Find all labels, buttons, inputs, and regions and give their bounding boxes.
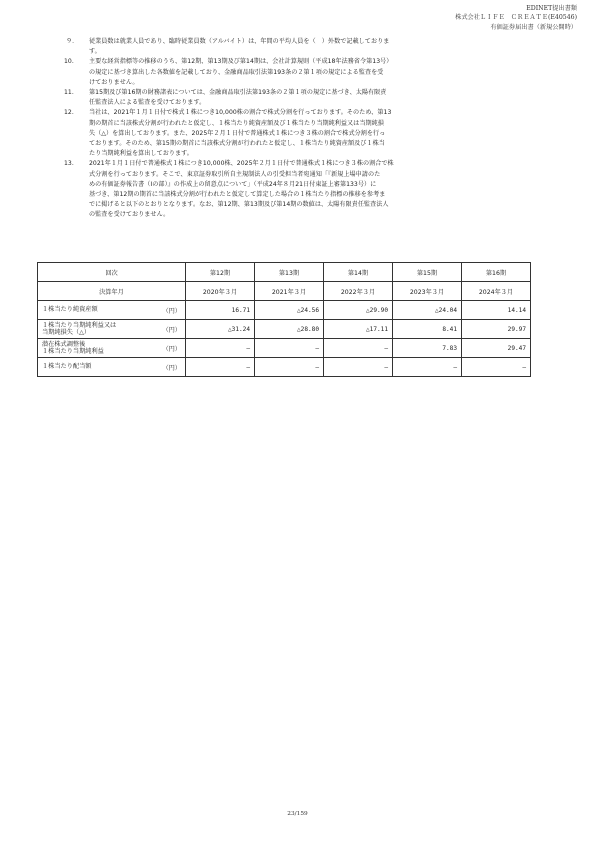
value-cell: 29.47 [462,339,531,358]
note-number: 11. [64,89,74,97]
note-line: 当社は、2021年１月１日付で株式１株につき10,000株の割合で株式分割を行っております。そのため、第13 [89,109,392,117]
date-cell: 2023年３月 [393,282,462,301]
value-cell: △24.56 [255,301,324,320]
note-line: 失（△）を算出しております。また、2025年２月１日付で普通株式１株につき３株の割合で株式分割を行っ [89,129,386,137]
note-line: 期の期首に当該株式分割が行われたと仮定し、１株当たり純資産額及び１株当たり当期純利益又は当期純損 [89,119,384,127]
header-filing-type: EDINET提出書類 [526,5,577,12]
note-13 [64,159,534,220]
table-date-row [38,282,531,301]
row-label: １株当たり当期純利益又は 当期純損失（△） [38,320,157,339]
header-document-type: 有価証券届出書（新規公開時） [490,24,577,31]
period-cell: 第15期 [393,263,462,282]
row-unit: （円） [157,358,186,377]
row-unit: （円） [157,301,186,320]
row-unit: （円） [157,339,186,358]
note-number: 12. [64,109,74,117]
period-cell: 第12期 [186,263,255,282]
value-cell: ― [255,358,324,377]
note-line: 主要な経営指標等の推移のうち、第12期、第13期及び第14期は、会社計算規則（平成18年法務省令第13号） [89,58,393,66]
value-cell: △29.90 [324,301,393,320]
note-line: けておりません。 [89,78,139,86]
note-line: ております。そのため、第15期の期首に当該株式分割が行われたと仮定し、１株当たり純資産額及び１株当 [89,140,385,148]
value-cell: ― [393,358,462,377]
value-cell: ― [186,339,255,358]
header-company-name: 株式会社ＬＩＦＥ ＣＲＥＡＴＥ(E40546) [455,14,577,21]
note-number: 10. [64,58,74,66]
row-unit: （円） [157,320,186,339]
note-line: 式分割を行っております。そこで、東京証券取引所自主規制法人の引受担当者宛通知「『新規上場申請のた [89,170,381,178]
notes-section [64,37,534,221]
note-line: 従業員数は就業人員であり、臨時従業員数（アルバイト）は、年間の平均人員を（ ）外数で記載しておりま [89,38,390,45]
note-12 [64,108,534,159]
date-header: 決算年月 [38,282,186,301]
value-cell: ― [255,339,324,358]
note-10 [64,57,534,88]
page-number: 23/159 [287,811,308,817]
date-cell: 2021年３月 [255,282,324,301]
value-cell: ― [324,339,393,358]
value-cell: 29.97 [462,320,531,339]
value-cell: 8.41 [393,320,462,339]
value-cell: △31.24 [186,320,255,339]
table-row [38,358,531,377]
table-header-row [38,263,531,282]
value-cell: ― [186,358,255,377]
value-cell: △17.11 [324,320,393,339]
value-cell: 14.14 [462,301,531,320]
date-cell: 2024年３月 [462,282,531,301]
note-number: ９． [66,38,79,45]
date-cell: 2020年３月 [186,282,255,301]
value-cell: 7.83 [393,339,462,358]
value-cell: 16.71 [186,301,255,320]
note-number: 13. [64,160,74,168]
value-cell: ― [462,358,531,377]
per-share-indicators-table [37,262,531,377]
note-11 [64,88,534,108]
period-header: 回次 [38,263,186,282]
value-cell: △28.80 [255,320,324,339]
note-line: の監査を受けておりません。 [89,211,170,219]
period-cell: 第14期 [324,263,393,282]
period-cell: 第13期 [255,263,324,282]
row-label: １株当たり純資産額 [38,301,157,320]
value-cell: △24.04 [393,301,462,320]
note-line: でに掲げると以下のとおりとなります。なお、第12期、第13期及び第14期の数値は、太陽有限責任監査法人 [89,201,389,209]
note-line: 任監査法人による監査を受けております。 [89,99,206,107]
note-line: す。 [89,48,101,56]
row-label: １株当たり配当額 [38,358,157,377]
value-cell: ― [324,358,393,377]
table-row [38,320,531,339]
table-row [38,301,531,320]
note-line: 2021年１月１日付で普通株式１株につき10,000株、2025年２月１日付で普通株式１株につき３株の割合で株 [89,160,394,168]
note-line: の規定に基づき算出した各数値を記載しており、金融商品取引法第193条の２第１項の規定による監査を受 [89,68,384,76]
note-line: 第15期及び第16期の財務諸表については、金融商品取引法第193条の２第１項の規定に基づき、太陽有限責 [89,89,387,97]
date-cell: 2022年３月 [324,282,393,301]
period-cell: 第16期 [462,263,531,282]
note-line: 基づき、第12期の期首に当該株式分割が行われたと仮定して算定した場合の１株当たり指標の推移を参考ま [89,191,386,199]
row-label: 潜在株式調整後 １株当たり当期純利益 [38,339,157,358]
table-row [38,339,531,358]
note-9 [64,37,534,57]
note-line: たり当期純利益を算出しております。 [89,150,193,158]
note-line: めの有価証券報告書（Ⅰの部）』の作成上の留意点について」（平成24年８月21日付東証上審第133号）に [89,180,377,188]
